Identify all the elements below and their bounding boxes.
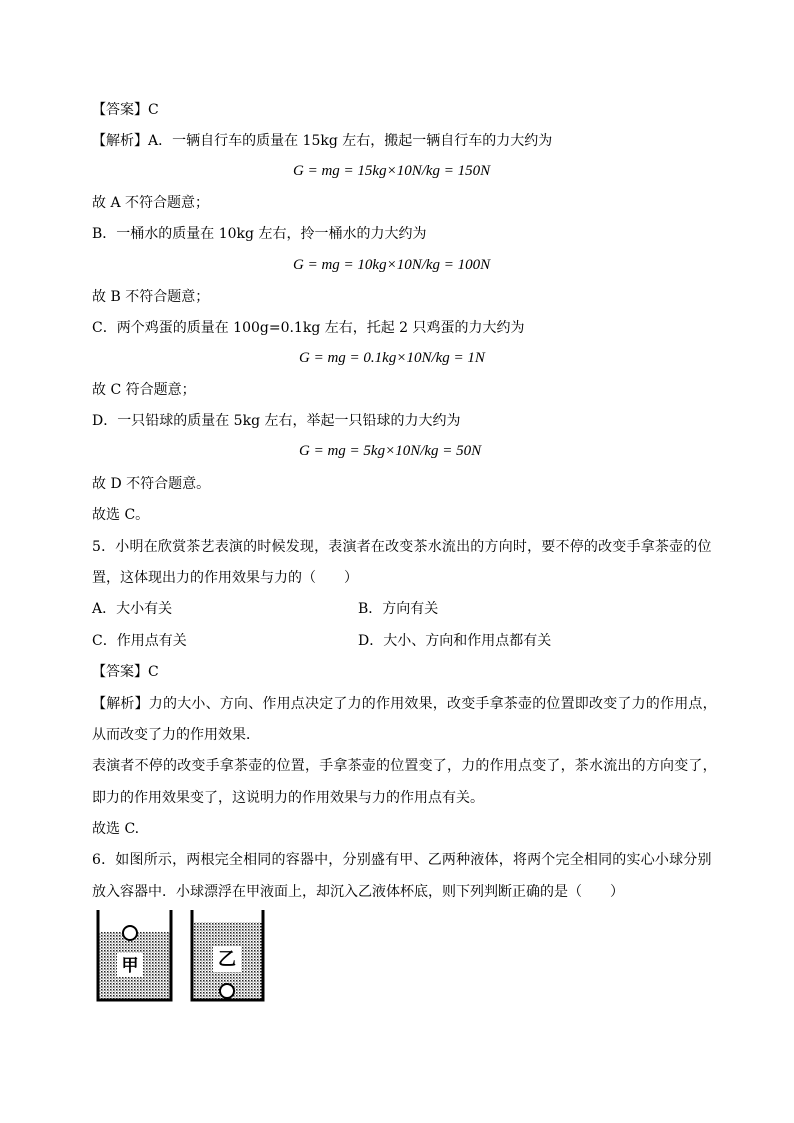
q5-analysis-line2: 从而改变了力的作用效果． [92, 727, 260, 743]
q4-answer: 【答案】C [92, 102, 159, 118]
q4-conclusion-c: 故 C 符合题意； [92, 382, 196, 398]
q5-stem-line2: 置，这体现出力的作用效果与力的（ ） [92, 570, 358, 586]
container-yi [192, 910, 263, 1000]
q6-stem-line1: 6．如图所示，两根完全相同的容器中，分别盛有甲、乙两种液体，将两个完全相同的实心小球分别 [92, 852, 712, 868]
q5-option-b: B．方向有关 [358, 601, 439, 617]
containers-figure [92, 908, 272, 1008]
q5-stem-line1: 5．小明在欣赏茶艺表演的时候发现，表演者在改变茶水流出的方向时，要不停的改变手拿茶壶的位 [92, 539, 712, 555]
container-jia [98, 910, 171, 1000]
q6-stem-line2: 放入容器中．小球漂浮在甲液面上，却沉入乙液体杯底，则下列判断正确的是（ ） [92, 884, 624, 900]
ball-sunk [220, 984, 234, 998]
q4-analysis-a: 【解析】A．一辆自行车的质量在 15kg 左右，搬起一辆自行车的力大约为 [92, 133, 553, 149]
ball-floating [123, 926, 137, 940]
q4-analysis-d: D．一只铅球的质量在 5kg 左右，举起一只铅球的力大约为 [92, 413, 461, 429]
q4-formula-a: G = mg = 15kg×10N/kg = 150N [293, 163, 491, 179]
q4-analysis-b: B．一桶水的质量在 10kg 左右，拎一桶水的力大约为 [92, 226, 427, 242]
q4-formula-d: G = mg = 5kg×10N/kg = 50N [299, 443, 482, 459]
q4-analysis-c: C．两个鸡蛋的质量在 100g=0.1kg 左右，托起 2 只鸡蛋的力大约为 [92, 320, 525, 336]
q5-option-c: C．作用点有关 [92, 633, 187, 649]
q4-final: 故选 C。 [92, 507, 150, 523]
label-jia: 甲 [121, 956, 139, 976]
q4-conclusion-a: 故 A 不符合题意； [92, 195, 210, 211]
label-yi: 乙 [218, 949, 236, 970]
q5-analysis-line3: 表演者不停的改变手拿茶壶的位置，手拿茶壶的位置变了，力的作用点变了，茶水流出的方向变了， [92, 758, 717, 774]
q4-conclusion-d: 故 D 不符合题意。 [92, 476, 211, 492]
q5-option-d: D．大小、方向和作用点都有关 [358, 633, 552, 649]
q5-answer: 【答案】C [92, 664, 159, 680]
q5-option-a: A．大小有关 [92, 601, 173, 617]
q4-formula-b: G = mg = 10kg×10N/kg = 100N [293, 257, 491, 273]
q5-analysis-line4: 即力的作用效果变了，这说明力的作用效果与力的作用点有关。 [92, 790, 484, 806]
q4-formula-c: G = mg = 0.1kg×10N/kg = 1N [299, 350, 485, 366]
q5-final: 故选 C. [92, 821, 140, 837]
q5-analysis-line1: 【解析】力的大小、方向、作用点决定了力的作用效果，改变手拿茶壶的位置即改变了力的作用点， [92, 696, 717, 712]
q4-conclusion-b: 故 B 不符合题意； [92, 289, 210, 305]
